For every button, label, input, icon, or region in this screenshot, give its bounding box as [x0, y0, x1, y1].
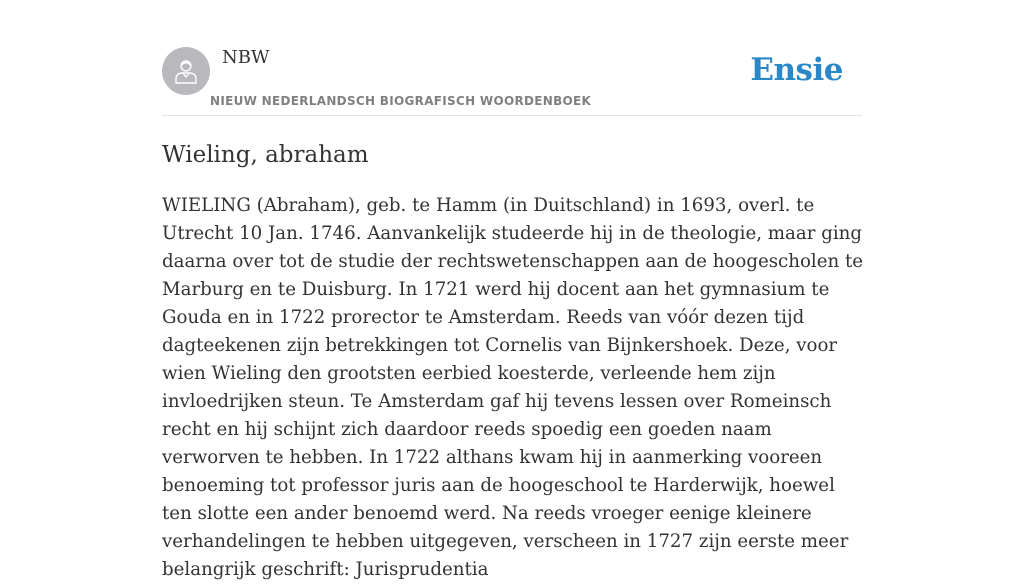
- avatar[interactable]: [162, 47, 210, 95]
- article-title: Wieling, abraham: [162, 142, 369, 168]
- brand-logo[interactable]: Ensie: [750, 52, 843, 88]
- user-icon: [172, 57, 200, 85]
- source-header: [162, 0, 862, 116]
- article-body: WIELING (Abraham), geb. te Hamm (in Duitschland) in 1693, overl. te Utrecht 10 Jan. 1746. Aanvankelijk studeerde hij in de theologie, maar ging daarna over tot de studie der rechtswetenschappen aan de hoogescholen te Marburg en te Duisburg. In 1721 werd hij docent aan het gymnasium te Gouda en in 1722 prorector te Amsterdam. Reeds van vóór dezen tijd dagteekenen zijn betrekkingen tot Cornelis van Bijnkershoek. Deze, voor wien Wieling den grootsten eerbied koesterde, verleende hem zijn invloedrijken steun. Te Amsterdam gaf hij tevens lessen over Romeinsch recht en hij schijnt zich daardoor reeds spoedig een goeden naam verworven te hebben. In 1722 althans kwam hij in aanmerking vooreen benoeming tot professor juris aan de hoogeschool te Harderwijk, hoewel ten slotte een ander benoemd werd. Na reeds vroeger eenige kleinere verhandelingen te hebben uitgegeven, verscheen in 1727 zijn eerste meer belangrijk geschrift: Jurisprudentia: [162, 195, 864, 580]
- source-subtitle: NIEUW NEDERLANDSCH BIOGRAFISCH WOORDENBOEK: [210, 94, 592, 108]
- source-name[interactable]: NBW: [222, 47, 270, 68]
